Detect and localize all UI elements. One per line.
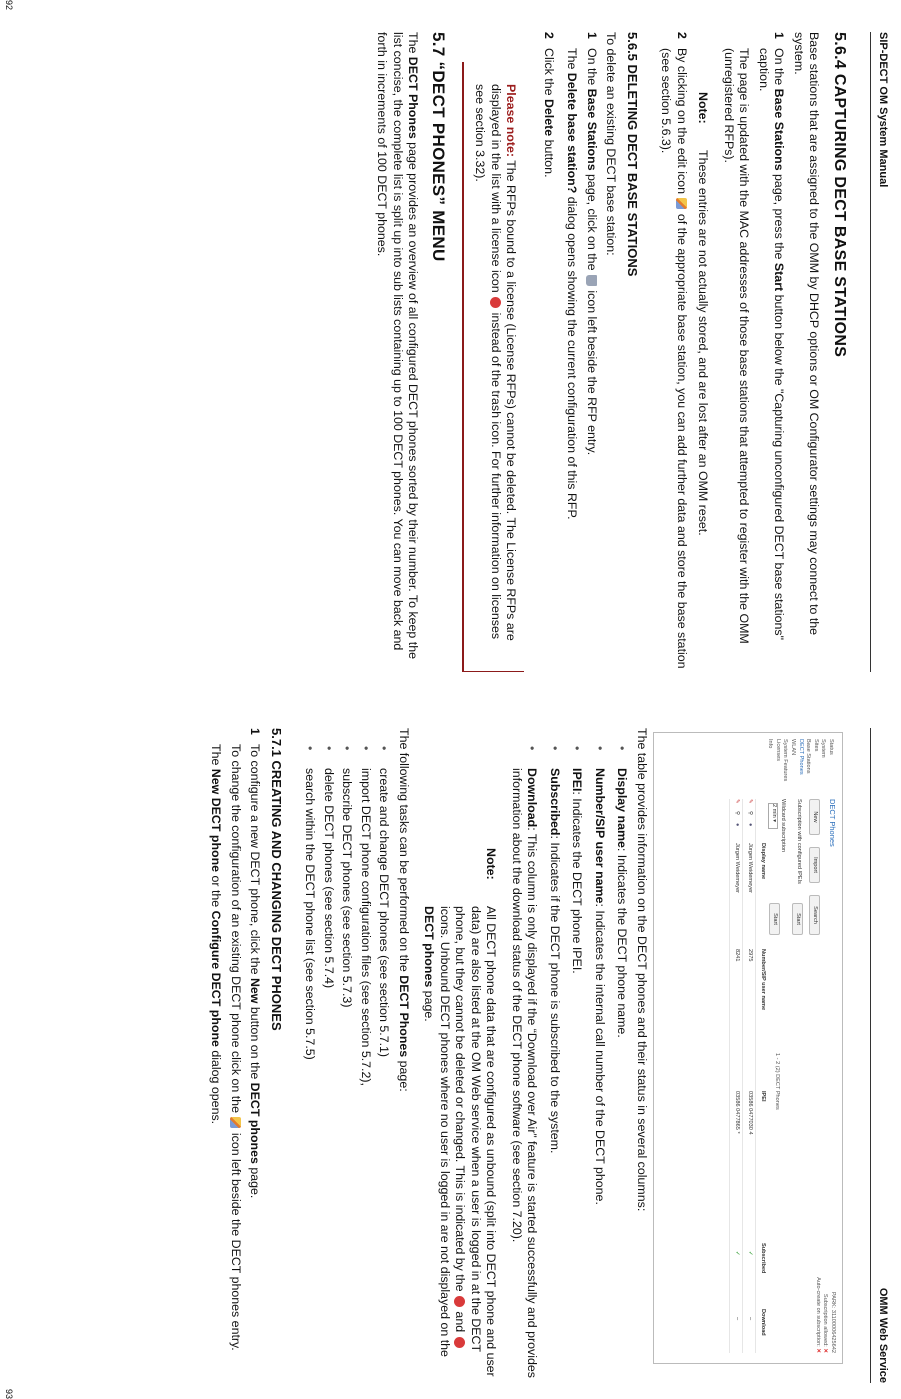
park-label: PARK: 31100006425642: [830, 1291, 836, 1353]
step-number: 2: [675, 32, 689, 39]
running-head: OMM Web Service: [877, 1287, 889, 1383]
step-number: 2: [542, 32, 556, 39]
column-header[interactable]: Download: [760, 1309, 766, 1336]
step-1: [560, 32, 599, 672]
page-93: [0, 700, 901, 1399]
step-number: 1: [248, 728, 263, 735]
column-header[interactable]: IPEI: [760, 1091, 766, 1102]
page-number: 92: [4, 0, 14, 11]
list-item: • Download: This column is only displayed if the “Download over Air” feature is started successfully and provides information about the download status of the DECT phone software (see section 7.20).: [505, 746, 540, 1383]
chevron-down-icon: ▾: [771, 819, 777, 823]
note-text: instead of the trash icon. For further information on licenses see section 3.32).: [473, 84, 503, 640]
download-cell: –: [734, 1317, 740, 1321]
edit-icon: [676, 198, 687, 209]
bullet-icon: •: [359, 746, 373, 751]
number-cell: 2975: [747, 949, 753, 962]
header-rule: [870, 32, 871, 672]
ipei-cell: 03586 0477030 4: [747, 1091, 753, 1135]
section-heading-5-6-5: 5.6.5 DELETING DECT BASE STATIONS: [625, 32, 640, 277]
bullet-icon: •: [570, 746, 585, 751]
omm-screenshot: [653, 732, 843, 1364]
paragraph: Base stations that are assigned to the OMM by DHCP options or OM Configurator settings may connect to the system.: [792, 32, 822, 636]
omm-nav: [766, 739, 834, 793]
table-row: [729, 799, 742, 1353]
check-icon: ✓: [747, 1251, 753, 1256]
list-item: • Subscribed: Indicates if the DECT phone is subscribed to the system.: [543, 746, 563, 1383]
step-text: On the Base Stations page, press the Start button below the "Capturing unconfigured DECT base stations" caption.: [757, 48, 787, 640]
license-icon: [455, 1337, 466, 1348]
nav-item-sites[interactable]: Sites: [812, 739, 819, 752]
step-text: By clicking on the edit icon of the appropriate base station, you can add further data and store the base station (see section 5.6.3).: [659, 48, 689, 669]
omm-park-info: [813, 1233, 836, 1353]
step-text: On the Base Stations page, click on the icon left beside the RFP entry.: [585, 48, 599, 456]
header-rule: [870, 728, 871, 1383]
duration-select[interactable]: [768, 803, 778, 829]
list-item: • create and change DECT phones (see section 5.7.1): [377, 746, 392, 1058]
note-text: The RFPs bound to a license (License RFPs) cannot be deleted. The License RFPs are displayed in the list with a license icon: [489, 84, 519, 641]
trash-icon: [586, 275, 597, 286]
list-item: • Number/SIP user name: Indicates the internal call number of the DECT phone.: [588, 746, 608, 1383]
search-button[interactable]: Search: [809, 895, 820, 935]
edit-icon: [230, 1117, 241, 1128]
section-heading-5-7: 5.7 “DECT PHONES” MENU: [429, 32, 448, 262]
omm-page-title: DECT Phones: [828, 799, 837, 847]
edit-icon[interactable]: ✎: [734, 799, 740, 804]
step-number: 1: [585, 32, 599, 39]
paragraph: The table provides information on the DECT phones and their status in several columns:: [635, 728, 649, 1212]
subscription-caption: Subscription with configured IPEIs: [796, 799, 802, 884]
right-column: [200, 728, 649, 1383]
download-cell: –: [747, 1317, 753, 1321]
step-number: 1: [772, 32, 787, 39]
bullet-icon: •: [322, 746, 336, 751]
list-item: • search within the DECT phone list (see section 5.7.5): [303, 746, 318, 1060]
ipei-cell: 03586 0477865 *: [734, 1091, 740, 1134]
bullet-icon: •: [593, 746, 607, 751]
table-header-row: [755, 799, 768, 1353]
running-head: SIP-DECT OM System Manual: [877, 32, 889, 188]
step-1: [717, 32, 787, 672]
step-text: To change the configuration of an existing DECT phone click on the icon left beside the DECT phones entry.: [229, 744, 243, 1351]
search-icon[interactable]: ⚲: [747, 811, 753, 816]
note-label: Please note:: [504, 84, 519, 157]
wildcard-caption: Wildcard subscription: [780, 799, 786, 853]
list-item: • delete DECT phones (see section 5.7.4): [322, 746, 336, 989]
list-item: • subscribe DECT phones (see section 5.7.3): [340, 746, 355, 1008]
paragraph: The following tasks can be performed on the DECT Phones page:: [397, 728, 411, 1092]
step-text: The New DECT phone or the Configure DECT phone dialog opens.: [209, 744, 224, 1125]
column-header[interactable]: Display name: [760, 843, 766, 880]
number-cell: 8241: [734, 949, 740, 962]
step-2: [537, 32, 557, 672]
start-wildcard-button[interactable]: Start: [769, 903, 780, 935]
please-note-box: [462, 62, 525, 672]
note-text: These entries are not actually stored, and are lost after an OMM reset.: [696, 150, 711, 536]
column-header[interactable]: Number/SIP user name: [760, 949, 766, 1011]
dect-phones-table: [729, 799, 768, 1353]
nav-item-info[interactable]: Info: [767, 739, 774, 749]
license-icon: [490, 297, 501, 308]
start-subscription-button[interactable]: Start: [792, 903, 803, 935]
step-text: To configure a new DECT phone, click the New button on the DECT phones page.: [248, 744, 263, 1199]
list-item: • IPEI: Indicates the DECT phone IPEI.: [565, 746, 585, 1383]
section-heading-5-6-4: 5.6.4 CAPTURING DECT BASE STATIONS: [831, 32, 848, 358]
nav-item-system[interactable]: System: [820, 739, 827, 758]
list-item: • Display name: Indicates the DECT phone name.: [610, 746, 630, 1383]
table-row: [742, 799, 755, 1353]
section-heading-5-7-1: 5.7.1 CREATING AND CHANGING DECT PHONES: [269, 728, 284, 1031]
new-button[interactable]: New: [809, 799, 820, 835]
page-number: 93: [4, 1388, 14, 1399]
nav-item-system-features[interactable]: System Features: [782, 739, 789, 782]
nav-item-dect-phones[interactable]: DECT Phones: [797, 739, 804, 775]
nav-item-status[interactable]: Status: [828, 739, 834, 755]
bullet-icon: •: [615, 746, 630, 751]
page-92: [0, 0, 901, 699]
nav-item-wlan[interactable]: WLAN: [790, 739, 797, 756]
subscription-allowed-label: Subscription allowed:: [822, 1293, 829, 1347]
step-text: The Delete base station? dialog opens showing the current configuration of this RFP.: [565, 48, 580, 520]
note-label: Note:: [696, 92, 711, 124]
note: [695, 92, 711, 672]
column-header[interactable]: Subscribed: [760, 1243, 766, 1274]
paragraph: The DECT Phones page provides an overview of all configured DECT phones sorted by their number. To keep the list concise, the complete list is split up into sub lists containing up to 100 DECT phones. You can move back and forth in increments of 100 DECT phones.: [375, 32, 421, 659]
display-name-cell: Jürgen Weidemeyer: [747, 843, 753, 893]
search-icon[interactable]: ⚲: [734, 811, 740, 816]
user-icon: ●: [747, 823, 753, 827]
step-text: The page is updated with the MAC addresses of those base stations that attempted to register with the OMM (unregistered RFPs).: [722, 48, 752, 644]
note-text: All DECT phone data that are configured as unbound (split into DECT phone and user data) are also listed at the OM Web service when a user is logged in at the DECT phone, but they cannot be deleted or changed. This is indicated by the and icons. Unbound DECT phones where no user is logged in are not displayed on the DECT phones page.: [422, 906, 499, 1377]
user-icon: ●: [734, 823, 740, 827]
pager-label: 1 - 2 (2) DECT Phones: [774, 1053, 780, 1110]
left-column: [370, 32, 863, 672]
note: [417, 848, 499, 1383]
nav-item-base-stations[interactable]: Base Stations: [805, 739, 812, 774]
display-name-cell: Jürgen Weidemeyer: [734, 843, 740, 893]
nav-item-licenses[interactable]: Licenses: [774, 739, 781, 762]
bullet-icon: •: [303, 746, 318, 751]
step-text: Click the Delete button.: [542, 48, 556, 178]
license-icon: [455, 1296, 466, 1307]
note-label: Note:: [484, 848, 499, 880]
step-2: [654, 32, 689, 672]
import-button[interactable]: Import: [809, 847, 820, 883]
paragraph: To delete an existing DECT base station:: [604, 32, 619, 256]
cross-icon: ✕: [814, 1348, 821, 1353]
bullet-icon: •: [377, 746, 392, 751]
list-item: • import DECT phone configuration files (see section 5.7.2),: [359, 746, 373, 1086]
bullet-icon: •: [340, 746, 355, 751]
duration-value: 2 min: [771, 804, 777, 818]
step-1: [204, 728, 263, 1383]
edit-icon[interactable]: ✎: [747, 799, 753, 804]
check-icon: ✓: [734, 1251, 740, 1256]
bullet-icon: •: [548, 746, 562, 751]
bullet-icon: •: [525, 746, 540, 751]
cross-icon: ✕: [822, 1348, 829, 1353]
auto-create-label: Auto-create on subscription:: [814, 1277, 821, 1347]
